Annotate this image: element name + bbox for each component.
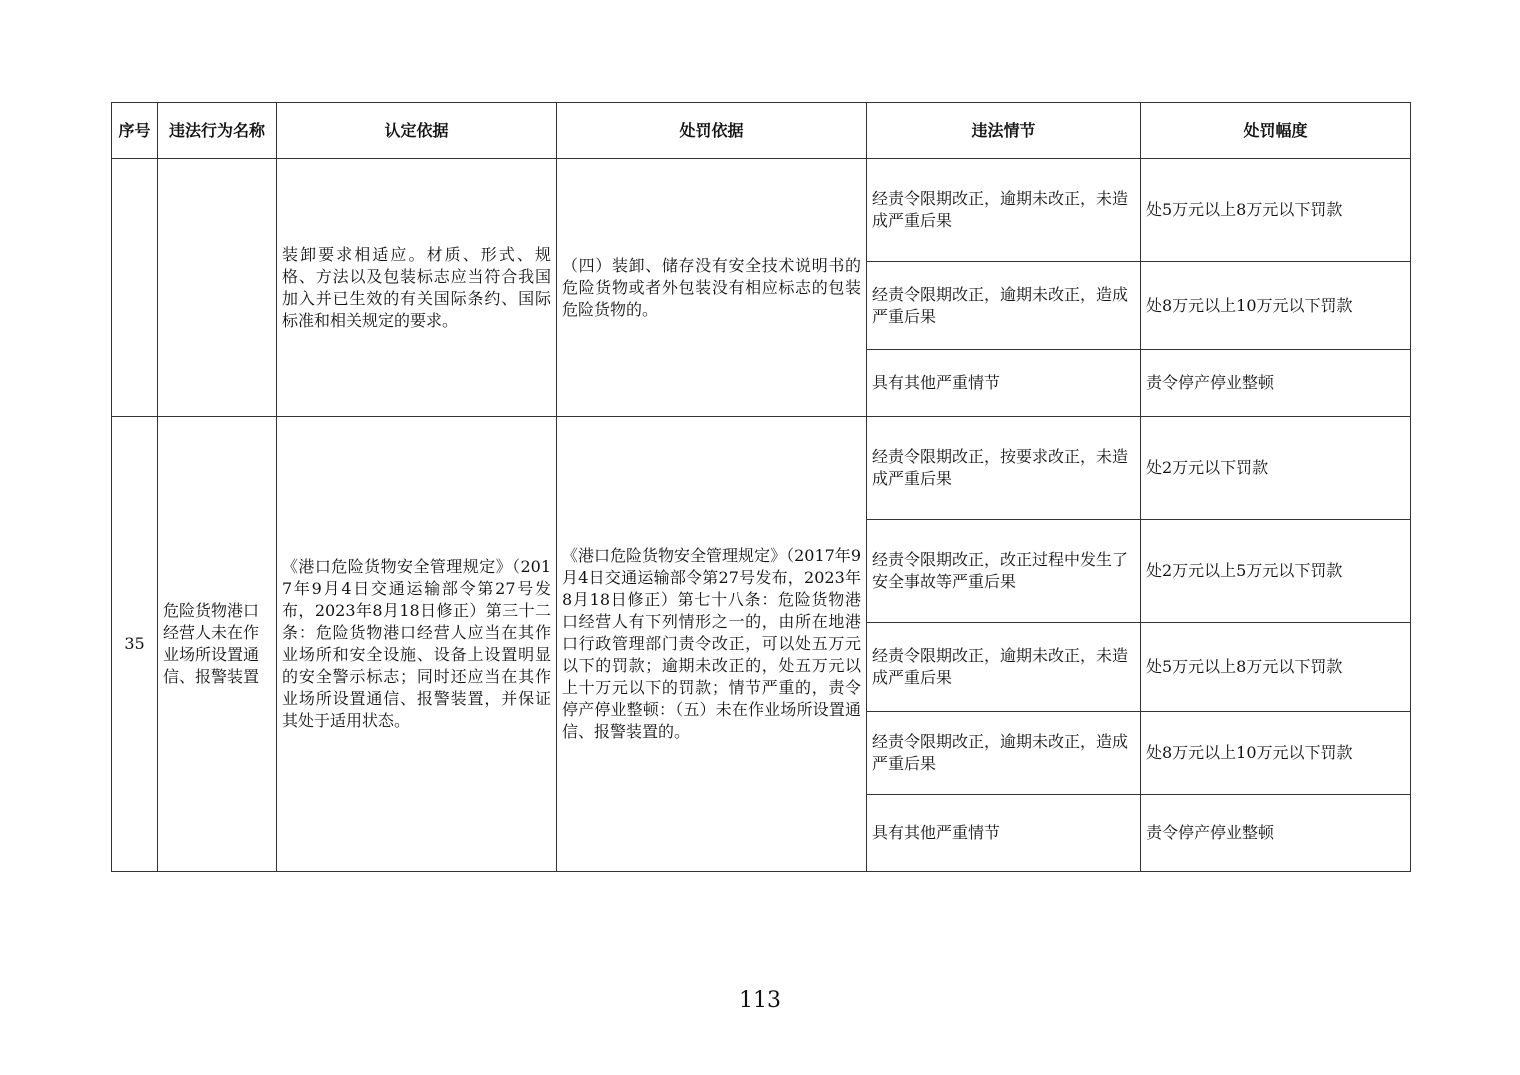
header-number: 序号: [112, 103, 158, 159]
circumstance-cell: 经责令限期改正，逾期未改正，未造成严重后果: [867, 623, 1141, 712]
identification-basis-cell: 装卸要求相适应。材质、形式、规格、方法以及包装标志应当符合我国加入并已生效的有关国际条约、国际标准和相关规定的要求。: [277, 159, 557, 417]
header-penalty-range: 处罚幅度: [1141, 103, 1411, 159]
violation-name-cell: 危险货物港口经营人未在作业场所设置通信、报警装置: [158, 417, 277, 872]
penalty-range-cell: 处8万元以上10万元以下罚款: [1141, 712, 1411, 795]
circumstance-cell: 经责令限期改正，逾期未改正，未造成严重后果: [867, 159, 1141, 262]
penalty-range-cell: 处2万元以下罚款: [1141, 417, 1411, 520]
penalty-range-cell: 处5万元以上8万元以下罚款: [1141, 623, 1411, 712]
circumstance-cell: 具有其他严重情节: [867, 350, 1141, 417]
penalty-range-cell: 责令停产停业整顿: [1141, 795, 1411, 872]
penalty-range-cell: 责令停产停业整顿: [1141, 350, 1411, 417]
violation-name-cell: [158, 159, 277, 417]
header-penalty-basis: 处罚依据: [557, 103, 867, 159]
page-number: 113: [739, 988, 781, 1013]
penalty-standard-table: [111, 102, 1411, 872]
penalty-range-cell: 处8万元以上10万元以下罚款: [1141, 262, 1411, 350]
penalty-range-cell: 处5万元以上8万元以下罚款: [1141, 159, 1411, 262]
circumstance-cell: 经责令限期改正，改正过程中发生了安全事故等严重后果: [867, 520, 1141, 623]
circumstance-cell: 经责令限期改正，逾期未改正，造成严重后果: [867, 262, 1141, 350]
row-number-cell: [112, 159, 158, 417]
identification-basis-cell: 《港口危险货物安全管理规定》（2017年9月4日交通运输部令第27号发布，2023年8月18日修正）第三十二条：危险货物港口经营人应当在其作业场所和安全设施、设备上设置明显的安全警示标志；同时还应当在其作业场所设置通信、报警装置，并保证其处于适用状态。: [277, 417, 557, 872]
table-row: [112, 417, 1411, 520]
penalty-range-cell: 处2万元以上5万元以下罚款: [1141, 520, 1411, 623]
circumstance-cell: 经责令限期改正，按要求改正，未造成严重后果: [867, 417, 1141, 520]
circumstance-cell: 经责令限期改正，逾期未改正，造成严重后果: [867, 712, 1141, 795]
table-row: [112, 159, 1411, 262]
header-identification-basis: 认定依据: [277, 103, 557, 159]
circumstance-cell: 具有其他严重情节: [867, 795, 1141, 872]
row-number-cell: 35: [112, 417, 158, 872]
header-violation-name: 违法行为名称: [158, 103, 277, 159]
penalty-basis-cell: （四）装卸、储存没有安全技术说明书的危险货物或者外包装没有相应标志的包装危险货物的。: [557, 159, 867, 417]
table-header-row: [112, 103, 1411, 159]
header-circumstances: 违法情节: [867, 103, 1141, 159]
penalty-basis-cell: 《港口危险货物安全管理规定》（2017年9月4日交通运输部令第27号发布，2023年8月18日修正）第七十八条：危险货物港口经营人有下列情形之一的，由所在地港口行政管理部门责令改正，可以处五万元以下的罚款；逾期未改正的，处五万元以上十万元以下的罚款；情节严重的，责令停产停业整顿：（五）未在作业场所设置通信、报警装置的。: [557, 417, 867, 872]
